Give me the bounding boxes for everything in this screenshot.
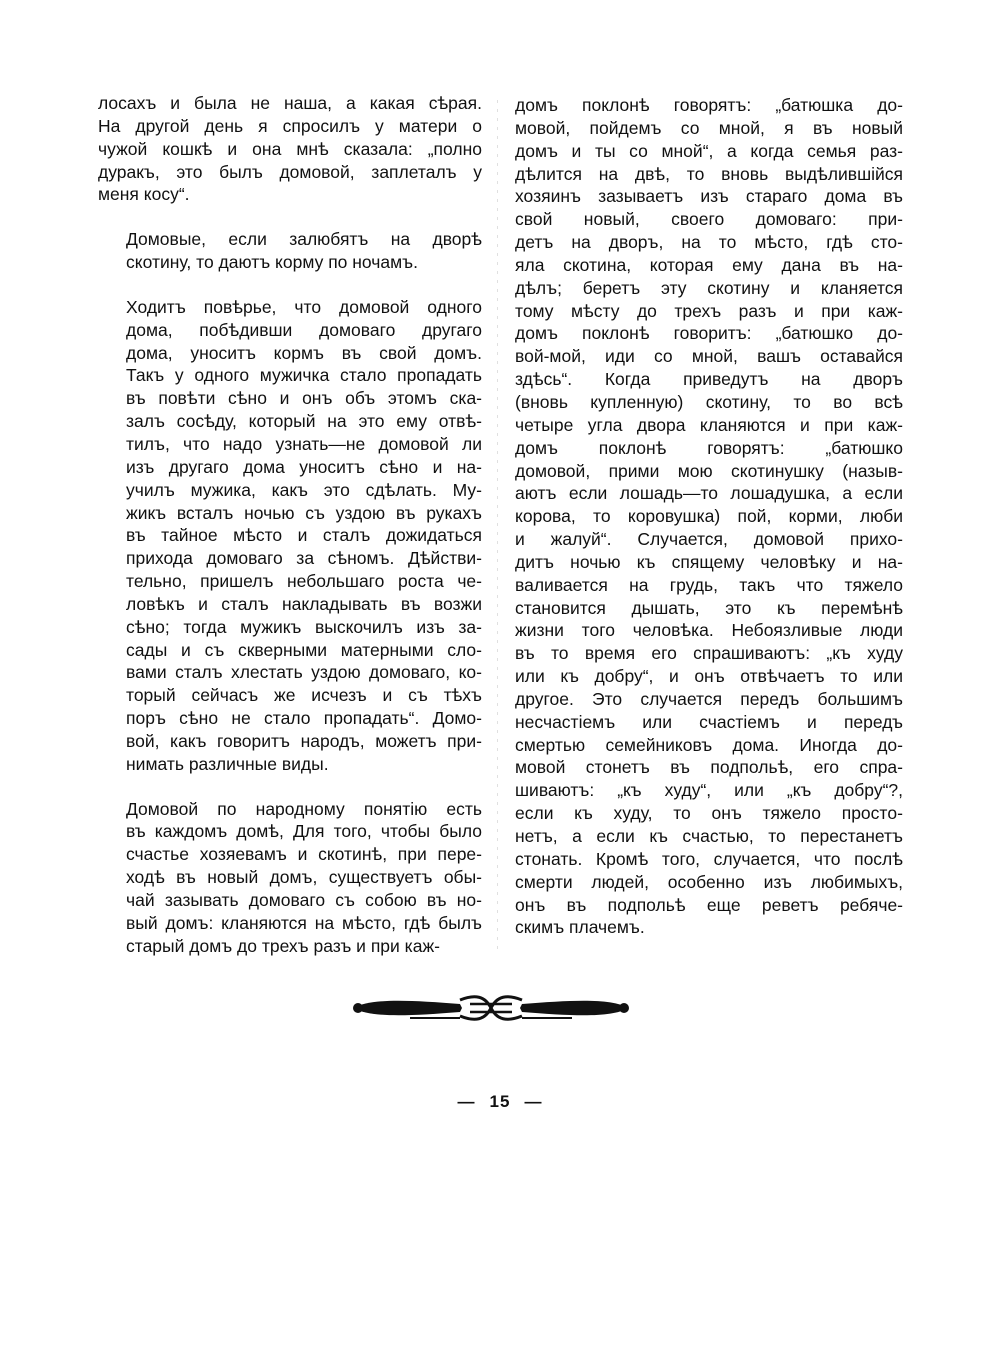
text-line: шиваютъ: „къ худу“, или „къ добру“?, bbox=[515, 780, 903, 801]
text-line: училъ мужика, какъ это сдѣлать. Му- bbox=[126, 479, 482, 500]
text-line: если къ худу, то онъ тяжело простo- bbox=[515, 803, 903, 824]
paragraph-2 bbox=[98, 228, 482, 274]
text-line: вами сталъ хлестать уздою домоваго, ко- bbox=[126, 662, 482, 683]
text-line: въ тайное мѣсто и сталъ дожидаться bbox=[126, 525, 482, 546]
text-line: вой, какъ говоритъ народъ, можетъ при- bbox=[126, 730, 482, 751]
text-line: ходѣ въ новый домъ, существуетъ обы- bbox=[126, 867, 482, 888]
paragraph-4 bbox=[98, 798, 482, 958]
text-line: меня косу“. bbox=[98, 184, 190, 205]
text-line: жикъ всталъ ночью съ уздою въ рукахъ bbox=[126, 502, 482, 523]
text-line: мовой, пойдемъ со мной, я въ новый bbox=[515, 117, 903, 138]
text-line: На другой день я спросилъ у матери о bbox=[98, 115, 482, 136]
text-line: чужой кошкѣ и она мнѣ сказала: „полно bbox=[98, 138, 482, 159]
paragraph-5 bbox=[515, 94, 903, 939]
text-line: поръ сѣно не стало пропадать“. Домо- bbox=[126, 708, 482, 729]
text-line: мовой стонетъ въ подпольѣ, его спра- bbox=[515, 757, 903, 778]
decorative-flourish-icon bbox=[350, 990, 632, 1026]
text-line: тельно, пришелъ небольшаго роста че- bbox=[126, 571, 482, 592]
text-line: въ то время его спрашиваютъ: „къ худу bbox=[515, 643, 903, 664]
text-line: здѣсь“. Когда приведутъ на дворъ bbox=[515, 369, 903, 390]
text-line: вой-мой, иди со мной, вашъ оставайся bbox=[515, 346, 903, 367]
text-line: домовой, прими мою скотинушку (назыв- bbox=[515, 460, 903, 481]
text-line: тилъ, что надо узнать—не домовой ли bbox=[126, 433, 482, 454]
text-line: хозяинъ зазываетъ изъ стараго дома въ bbox=[515, 186, 903, 207]
text-line: несчастіемъ или счастіемъ и передъ bbox=[515, 711, 903, 732]
text-line: старый домъ до трехъ разъ и при каж- bbox=[126, 935, 440, 956]
paragraph-1 bbox=[98, 92, 482, 206]
text-line: становится дышать, это къ перемѣнѣ bbox=[515, 597, 903, 618]
text-line: Ходитъ повѣрье, что домовой одного bbox=[126, 296, 482, 317]
text-line: дитъ ночью къ спящему человѣку и на- bbox=[515, 551, 903, 572]
paragraph-3 bbox=[98, 296, 482, 776]
page-number-value: 15 bbox=[489, 1092, 511, 1111]
text-line: вый домъ: кланяются на мѣсто, гдѣ былъ bbox=[126, 912, 482, 933]
column-divider bbox=[497, 100, 498, 950]
text-line: свой новый, своего домоваго: при- bbox=[515, 209, 903, 230]
text-line: корова, то коровушка) пой, корми, люби bbox=[515, 506, 903, 527]
text-line: домъ поклонѣ говоритъ: „батюшко до- bbox=[515, 323, 903, 344]
text-line: домъ поклонѣ говорятъ: „батюшко bbox=[515, 437, 903, 458]
text-line: Домовые, если залюбятъ на дворѣ bbox=[126, 229, 482, 250]
right-column bbox=[515, 94, 903, 939]
text-line: залъ сосѣду, который на это ему отвѣ- bbox=[126, 411, 482, 432]
text-line: другое. Это случается передъ большимъ bbox=[515, 688, 903, 709]
text-line: прихода домоваго за сѣномъ. Дѣйстви- bbox=[126, 548, 482, 569]
text-line: домъ и ты со мной“, а когда семья раз- bbox=[515, 140, 903, 161]
text-line: скотину, то даютъ корму по ночамъ. bbox=[126, 252, 418, 273]
text-line: дѣлъ; беретъ эту скотину и кланяется bbox=[515, 277, 903, 298]
text-line: изъ другаго дома уноситъ сѣно и на- bbox=[126, 456, 482, 477]
text-line: чай зазывать домоваго съ собою въ но- bbox=[126, 890, 482, 910]
text-line: дѣлится на двѣ, то вновь выдѣлившійся bbox=[515, 163, 903, 184]
text-line: четыре угла двора кланяются и при каж- bbox=[515, 414, 903, 435]
text-line: жизни того человѣка. Небоязливые люди bbox=[515, 620, 903, 641]
text-line: онъ въ подпольѣ еще реветъ ребяче- bbox=[515, 894, 903, 915]
text-line: аютъ если лошадь—то лошадушка, а если bbox=[515, 483, 903, 504]
text-line: нимать различные виды. bbox=[126, 753, 329, 774]
text-line: Домовой по народному понятію есть bbox=[126, 798, 482, 819]
text-line: смертью семейниковъ дома. Иногда до- bbox=[515, 734, 903, 755]
text-line: лосахъ и была не наша, а какая сѣрая. bbox=[98, 93, 482, 113]
text-line: ловѣкъ и сталъ накладывать въ возжи bbox=[126, 593, 482, 614]
text-line: скимъ плачемъ. bbox=[515, 917, 645, 938]
text-line: въ каждомъ домѣ, Для того, чтобы было bbox=[126, 821, 482, 842]
text-line: сады и съ скверными матерными сло- bbox=[126, 639, 482, 660]
text-line: (вновь купленную) скотину, то во всѣ bbox=[515, 391, 903, 412]
text-line: дома, уноситъ кормъ въ свой домъ. bbox=[126, 342, 482, 363]
text-line: валивается на грудь, такъ что тяжело bbox=[515, 574, 903, 595]
text-line: тому мѣсту до трехъ разъ и при каж- bbox=[515, 300, 903, 321]
text-line: сѣно; тогда мужикъ выскочилъ изъ за- bbox=[126, 616, 482, 637]
text-line: или къ добру“, и онъ отвѣчаетъ то или bbox=[515, 666, 903, 687]
page-number-dash-right: — bbox=[524, 1092, 543, 1111]
page-number-dash-left: — bbox=[457, 1092, 476, 1111]
text-line: Такъ у одного мужичка стало пропадать bbox=[126, 365, 482, 386]
left-column bbox=[98, 92, 482, 958]
text-line: смерти людей, особенно изъ любимыхъ, bbox=[515, 871, 903, 892]
text-line: торый сейчасъ же исчезъ и съ тѣхъ bbox=[126, 685, 482, 706]
page-number bbox=[0, 1092, 1000, 1112]
text-line: детъ на дворъ, на то мѣсто, гдѣ сто- bbox=[515, 232, 903, 253]
text-line: и жалуй“. Случается, домовой прихо- bbox=[515, 529, 903, 550]
text-line: домъ поклонѣ говорятъ: „батюшка до- bbox=[515, 95, 903, 115]
text-line: дома, побѣдивши домоваго другаго bbox=[126, 319, 482, 340]
text-line: яла скотина, которая ему дана въ на- bbox=[515, 254, 903, 275]
text-line: нетъ, а если къ счастью, то перестанетъ bbox=[515, 826, 903, 846]
text-line: въ повѣти сѣно и онъ объ этомъ ска- bbox=[126, 388, 482, 409]
text-line: дуракъ, это былъ домовой, заплеталъ у bbox=[98, 161, 482, 182]
text-line: счастье хозяевамъ и скотинѣ, при пере- bbox=[126, 844, 482, 865]
text-line: стонать. Кромѣ того, случается, что послѣ bbox=[515, 848, 903, 869]
